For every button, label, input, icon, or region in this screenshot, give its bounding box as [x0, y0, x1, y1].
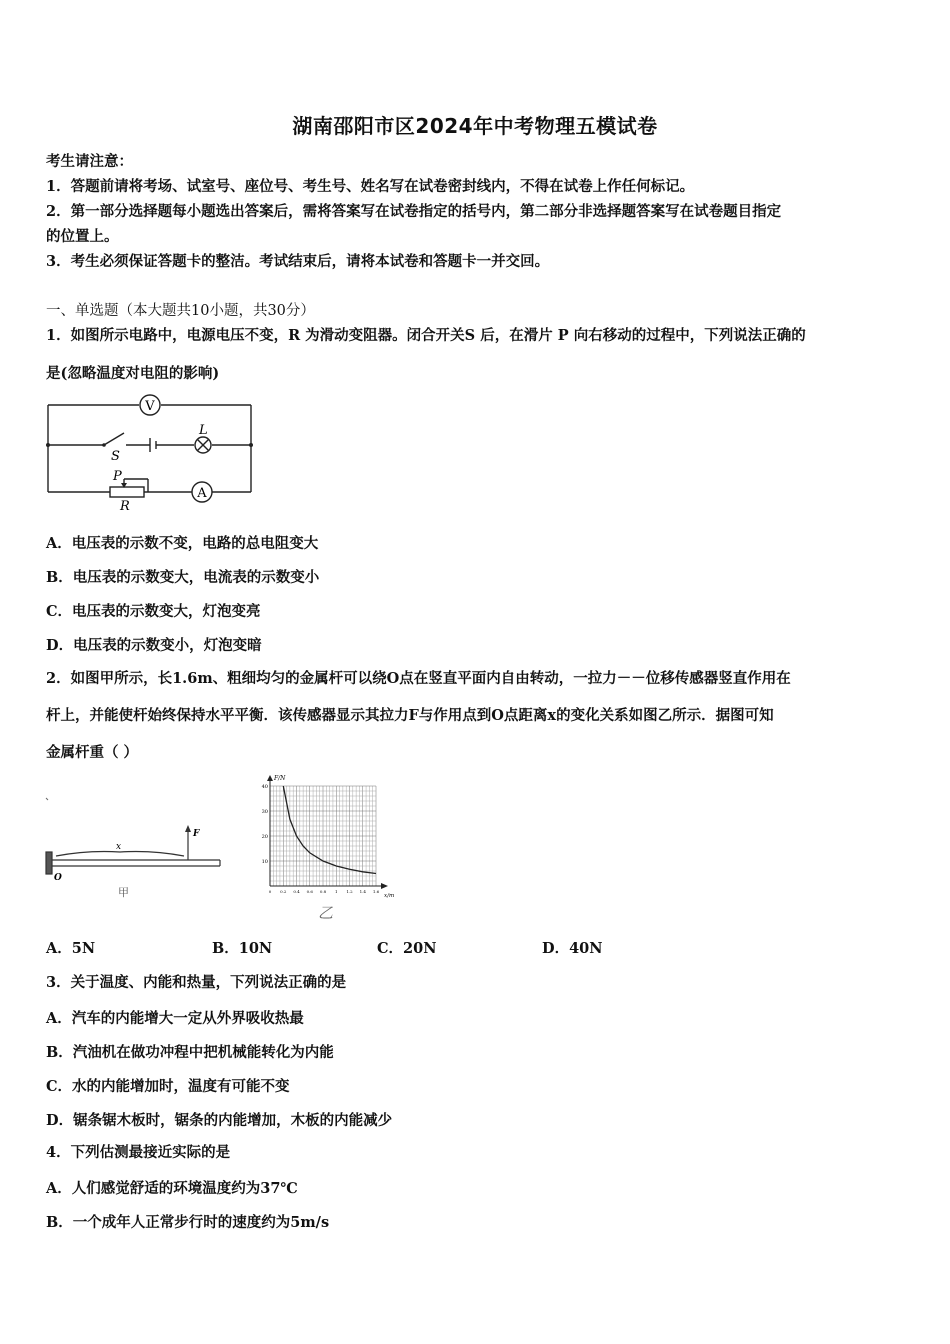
- x-tick-label: 0: [268, 889, 272, 894]
- section-heading: 一、单选题（本大题共10小题，共30分）: [46, 303, 315, 319]
- notice-item-2-cont: 的位置上。: [46, 228, 119, 245]
- q4-stem: 4．下列估测最接近实际的是: [46, 1144, 231, 1161]
- q1-option-b: B．电压表的示数变大，电流表的示数变小: [46, 569, 320, 586]
- x-tick-label: 0.2: [280, 889, 287, 894]
- q3-stem: 3．关于温度、内能和热量，下列说法正确的是: [46, 974, 347, 991]
- notice-item-2: 2．第一部分选择题每小题选出答案后，需将答案写在试卷指定的括号内，第二部分非选择题答案写在试卷题目指定: [46, 203, 782, 220]
- lever-f-label: F: [193, 829, 200, 839]
- q2-stem-line1: 2．如图甲所示，长1.6m、粗细均匀的金属杆可以绕O点在竖直平面内自由转动，一拉力－－位移传感器竖直作用在: [46, 670, 791, 687]
- voltmeter-label: V: [145, 399, 155, 414]
- q2-option-d: D．40N: [542, 940, 603, 957]
- q1-stem-line1: 1．如图所示电路中，电源电压不变，R 为滑动变阻器。闭合开关S 后，在滑片 P 向右移动的过程中，下列说法正确的: [46, 327, 806, 344]
- switch-label: S: [111, 449, 120, 464]
- ammeter-label: A: [197, 486, 207, 501]
- q3-option-a: A．汽车的内能增大一定从外界吸收热最: [46, 1010, 304, 1027]
- notice-item-3: 3．考生必须保证答题卡的整洁。考试结束后，请将本试卷和答题卡一并交回。: [46, 253, 550, 270]
- slider-label: P: [113, 469, 122, 484]
- x-tick-label: 1: [334, 889, 338, 894]
- q1-option-d: D．电压表的示数变小，灯泡变暗: [46, 637, 262, 654]
- q1-circuit-diagram: [40, 392, 260, 514]
- q3-option-b: B．汽油机在做功冲程中把机械能转化为内能: [46, 1044, 334, 1061]
- x-tick-label: 1.6: [372, 889, 380, 894]
- graph-xlabel: x/m: [384, 893, 395, 899]
- y-tick-label: 30: [261, 809, 268, 815]
- page-title: 湖南邵阳市区2024年中考物理五模试卷: [292, 114, 658, 138]
- x-tick-label: 1.4: [359, 889, 366, 894]
- x-tick-label: 0.4: [293, 889, 300, 894]
- q2-option-a: A．5N: [46, 940, 96, 957]
- lever-o-label: O: [54, 873, 62, 883]
- graph-axes: [270, 778, 384, 886]
- lamp-label: L: [199, 423, 208, 438]
- x-tick-label: 1.2: [346, 889, 353, 894]
- q2-stem-line3: 金属杆重（ ）: [46, 744, 139, 761]
- y-tick-label: 40: [261, 784, 268, 790]
- q4-option-b: B．一个成年人正常步行时的速度约为5m/s: [46, 1214, 330, 1231]
- graph-x-ticks: [269, 889, 380, 894]
- notice-heading: 考生请注意：: [46, 153, 133, 170]
- x-tick-label: 0.8: [319, 889, 327, 894]
- lever-caption: 甲: [118, 886, 129, 899]
- q1-stem-line2: 是(忽略温度对电阻的影响): [46, 365, 220, 382]
- x-tick-label: 0.6: [306, 889, 313, 894]
- q2-figure-graph: [252, 772, 398, 922]
- y-tick-label: 20: [261, 834, 268, 840]
- q1-option-a: A．电压表的示数不变，电路的总电阻变大: [46, 535, 319, 552]
- q4-option-a: A．人们感觉舒适的环境温度约为37℃: [46, 1180, 298, 1197]
- q2-figure-lever: [42, 792, 232, 902]
- graph-ylabel: F/N: [274, 775, 286, 782]
- q1-option-c: C．电压表的示数变大，灯泡变亮: [46, 603, 261, 620]
- lever-x-label: x: [116, 842, 122, 852]
- y-tick-label: 10: [261, 859, 268, 865]
- graph-caption: 乙: [318, 904, 334, 922]
- q2-stem-line2: 杆上，并能使杆始终保持水平平衡．该传感器显示其拉力F与作用点到O点距离x的变化关系如图乙所示．据图可知: [46, 707, 774, 724]
- notice-item-1: 1．答题前请将考场、试室号、座位号、考生号、姓名写在试卷密封线内，不得在试卷上作任何标记。: [46, 178, 695, 195]
- q2-option-c: C．20N: [377, 940, 437, 957]
- q2-option-b: B．10N: [212, 940, 273, 957]
- graph-y-ticks: [262, 784, 268, 865]
- q3-option-d: D．锯条锯木板时，锯条的内能增加，木板的内能减少: [46, 1112, 393, 1129]
- rheostat-label: R: [120, 499, 130, 514]
- q3-option-c: C．水的内能增加时，温度有可能不变: [46, 1078, 290, 1095]
